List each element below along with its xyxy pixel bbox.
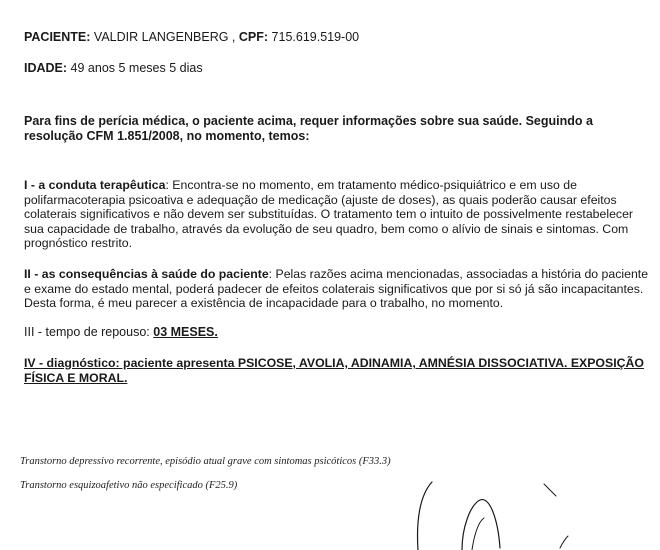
diagnosis-item: Transtorno depressivo recorrente, episódio atual grave com sintomas psicóticos (F33.3) — [20, 456, 391, 467]
section-therapeutic-conduct — [24, 178, 652, 251]
section-ii-text: : Pelas razões acima mencionadas, associadas a história do paciente e exame do estado mental, poderá padecer de efeitos colaterais significativos que por si só já são incapacitantes. Desta forma, é meu parecer a existência de incapacidade para o trabalho, no momento. — [24, 267, 649, 311]
cpf-label: CPF: — [238, 30, 269, 44]
patient-name-label: PACIENTE: — [24, 30, 91, 44]
section-iii-value: 03 MESES. — [153, 325, 218, 339]
section-rest-time — [24, 325, 652, 340]
diagnosis-item: Transtorno esquizoafetivo não especificado (F25.9) — [20, 480, 238, 491]
age-line — [24, 61, 652, 76]
intro-paragraph: Para fins de perícia médica, o paciente acima, requer informações sobre sua saúde. Seguindo a resolução CFM 1.851/2008, no momento, temos: — [24, 114, 593, 143]
signature-stroke — [560, 536, 568, 548]
section-iii-label: III - tempo de repouso: — [24, 325, 150, 339]
section-health-consequences — [24, 267, 652, 311]
section-diagnosis: IV - diagnóstico: paciente apresenta PSICOSE, AVOLIA, ADINAMIA, AMNÉSIA DISSOCIATIVA. EXPOSIÇÃO FÍSICA E MORAL. — [24, 356, 644, 385]
section-i-label: I - a conduta terapêutica — [24, 178, 166, 192]
section-ii-label: II - as consequências à saúde do paciente — [24, 267, 269, 281]
signature-stroke — [544, 484, 556, 496]
patient-name-value: VALDIR LANGENBERG , — [93, 30, 236, 44]
cpf-value: 715.619.519-00 — [271, 30, 360, 44]
age-label: IDADE: — [24, 61, 68, 75]
section-i-text: : Encontra-se no momento, em tratamento médico-psiquiátrico e em uso de polifarmacoterapia psicoativa e adequação de medicação (ajuste de doses), as quais poderão causar efeitos colaterais significativos e não devem ser substituídas. O tratamento tem o intuito de possivelmente restabelecer sua capacidade de trabalho, através da evolução de seu quadro, bem como o alívio de sinais e sintomas. Com prognóstico restrito. — [24, 178, 634, 251]
signature-stroke — [462, 500, 500, 550]
age-value: 49 anos 5 meses 5 dias — [70, 61, 203, 75]
signature-stroke — [472, 518, 484, 550]
signature-stroke — [418, 482, 432, 550]
patient-line — [24, 30, 652, 45]
